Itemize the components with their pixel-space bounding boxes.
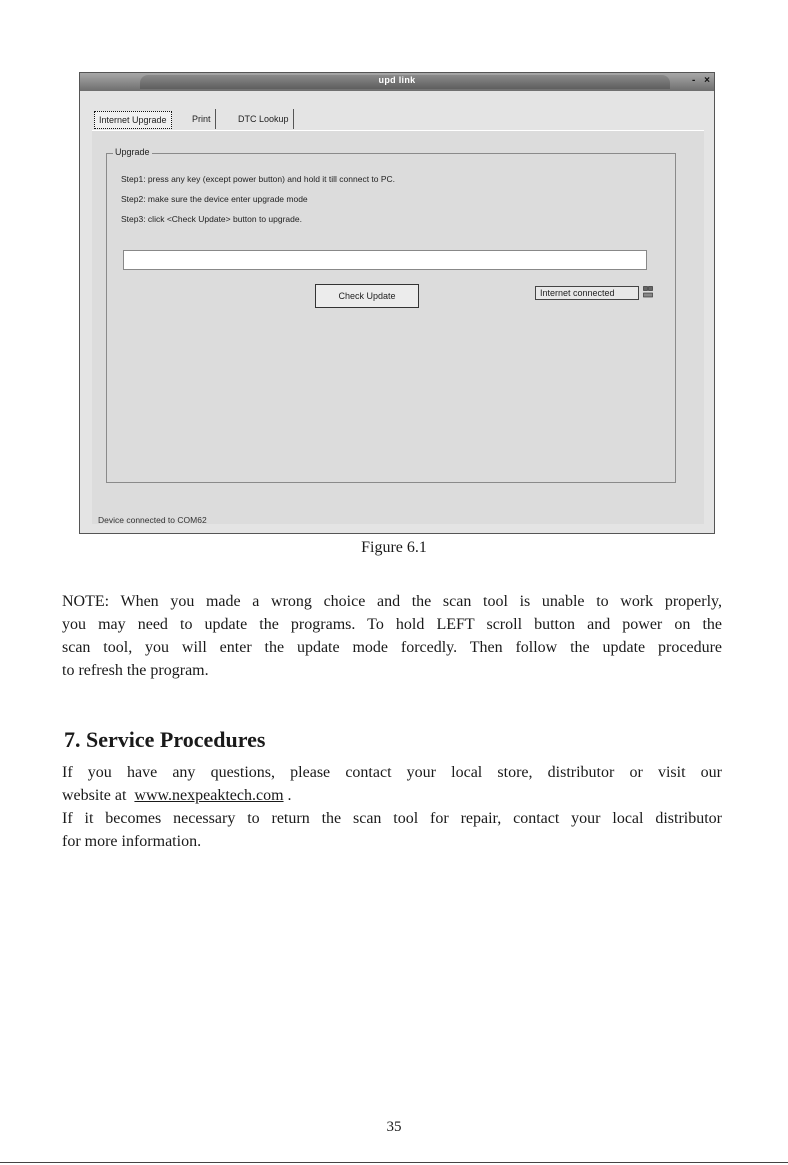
step-1-text: Step1: press any key (except power button) and hold it till connect to PC. [121, 174, 396, 184]
step-2-text: Step2: make sure the device enter upgrade mode [121, 194, 308, 204]
service-line: for more information. [62, 833, 202, 850]
window-title: upd link [378, 75, 416, 85]
group-label: Upgrade [115, 147, 150, 157]
figure-caption: Figure 6.1 [361, 539, 427, 556]
progress-bar [123, 250, 647, 270]
service-line: If you have any questions, please contact your local store, distributor or visit our [62, 764, 722, 781]
service-line-website [62, 784, 722, 807]
minimize-button[interactable]: - [692, 75, 696, 86]
close-button[interactable]: × [704, 75, 710, 86]
page-number: 35 [386, 1119, 402, 1135]
network-icon [643, 286, 653, 298]
connection-status: Internet connected [535, 286, 639, 300]
note-paragraph [62, 590, 722, 682]
step-3-text: Step3: click <Check Update> button to upgrade. [121, 214, 302, 224]
tab-internet-upgrade[interactable]: Internet Upgrade [94, 111, 172, 129]
note-line: scan tool, you will enter the update mode forcedly. Then follow the update procedure [62, 639, 722, 656]
service-line: If it becomes necessary to return the scan tool for repair, contact your local distributor [62, 810, 722, 827]
section-heading: 7. Service Procedures [64, 727, 266, 752]
page-bottom-rule [0, 1162, 788, 1163]
website-prefix: website at [62, 787, 127, 804]
note-line: NOTE: When you made a wrong choice and the scan tool is unable to work properly, [62, 593, 722, 610]
website-suffix: . [287, 787, 292, 804]
website-link[interactable]: www.nexpeaktech.com [134, 787, 284, 804]
title-bar [80, 73, 714, 91]
upgrade-app-window [79, 72, 715, 534]
note-line: you may need to update the programs. To hold LEFT scroll button and power on the [62, 616, 722, 633]
note-line: to refresh the program. [62, 662, 209, 679]
tab-dtc-lookup[interactable]: DTC Lookup [234, 109, 294, 129]
status-bar: Device connected to COM62 [98, 515, 207, 525]
tab-print[interactable]: Print [188, 109, 216, 129]
service-paragraph [62, 761, 722, 853]
upgrade-group [106, 147, 676, 483]
check-update-button[interactable]: Check Update [315, 284, 419, 308]
